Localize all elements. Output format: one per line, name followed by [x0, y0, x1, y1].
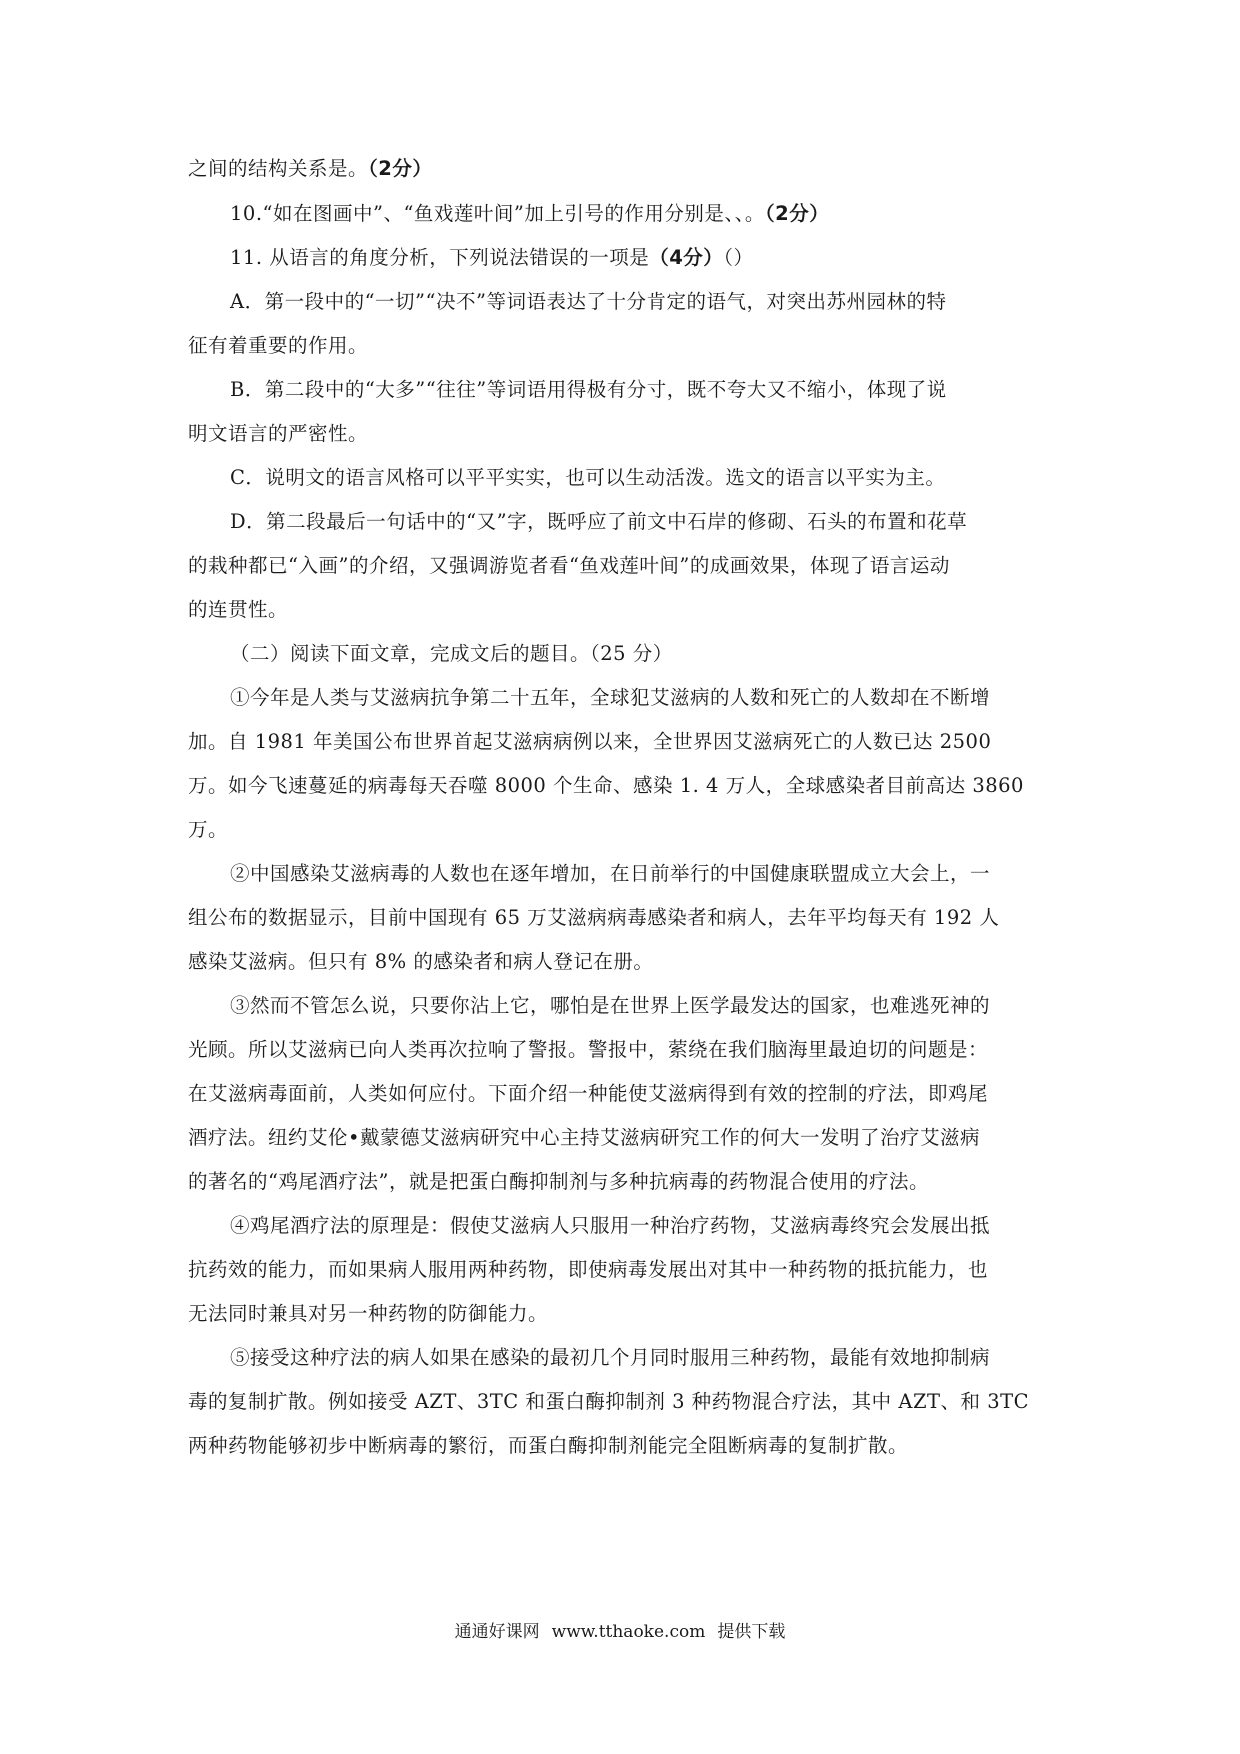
- paragraph-1-cont: 万。如今飞速蔓延的病毒每天吞噬 8000 个生命、感染 1. 4 万人，全球感染者目前高达 3860: [188, 774, 1024, 797]
- paragraph-1: ①今年是人类与艾滋病抗争第二十五年，全球犯艾滋病的人数和死亡的人数却在不断增: [230, 686, 991, 709]
- question-11: 11. 从语言的角度分析，下列说法错误的一项是（4分）（）: [230, 246, 754, 269]
- paragraph-2: ②中国感染艾滋病毒的人数也在逐年增加，在日前举行的中国健康联盟成立大会上，一: [230, 862, 991, 885]
- footer-url[interactable]: www.tthaoke.com: [551, 1622, 706, 1642]
- option-d-cont: 的连贯性。: [188, 598, 289, 621]
- paragraph-1-cont: 加。自 1981 年美国公布世界首起艾滋病病例以来，全世界因艾滋病死亡的人数已达 2500: [188, 730, 992, 753]
- paragraph-1-cont: 万。: [188, 818, 229, 841]
- option-b-cont: 明文语言的严密性。: [188, 422, 369, 445]
- question-10: 10.“如在图画中”、“鱼戏莲叶间”加上引号的作用分别是、、。（2分）: [230, 202, 830, 225]
- paragraph-2-cont: 组公布的数据显示，目前中国现有 65 万艾滋病病毒感染者和病人，去年平均每天有 192 人: [188, 906, 1000, 929]
- page-footer: [0, 1620, 1240, 1644]
- paragraph-5-cont: 毒的复制扩散。例如接受 AZT、3TC 和蛋白酶抑制剂 3 种药物混合疗法，其中 AZT、和 3TC: [188, 1390, 1030, 1413]
- paragraph-3-cont: 光顾。所以艾滋病已向人类再次拉响了警报。警报中，萦绕在我们脑海里最迫切的问题是：: [188, 1038, 989, 1061]
- paragraph-3-cont: 酒疗法。纽约艾伦•戴蒙德艾滋病研究中心主持艾滋病研究工作的何大一发明了治疗艾滋病: [188, 1126, 981, 1149]
- paragraph-4-cont: 无法同时兼具对另一种药物的防御能力。: [188, 1302, 549, 1325]
- text-line-1: 之间的结构关系是。（2分）: [188, 157, 433, 180]
- option-a-cont: 征有着重要的作用。: [188, 334, 369, 357]
- paragraph-4-cont: 抗药效的能力，而如果病人服用两种药物，即使病毒发展出对其中一种药物的抵抗能力，也: [188, 1258, 989, 1281]
- paragraph-3-cont: 在艾滋病毒面前，人类如何应付。下面介绍一种能使艾滋病得到有效的控制的疗法，即鸡尾: [188, 1082, 989, 1105]
- option-a: A．第一段中的“一切”“决不”等词语表达了十分肯定的语气，对突出苏州园林的特: [230, 290, 947, 313]
- paragraph-4: ④鸡尾酒疗法的原理是：假使艾滋病人只服用一种治疗药物，艾滋病毒终究会发展出抵: [230, 1214, 991, 1237]
- paragraph-3: ③然而不管怎么说，只要你沾上它，哪怕是在世界上医学最发达的国家，也难逃死神的: [230, 994, 991, 1017]
- paragraph-5-cont: 两种药物能够初步中断病毒的繁衍，而蛋白酶抑制剂能完全阻断病毒的复制扩散。: [188, 1434, 909, 1457]
- footer-site-name: 通通好课网: [454, 1622, 540, 1642]
- option-c: C．说明文的语言风格可以平平实实，也可以生动活泼。选文的语言以平实为主。: [230, 466, 946, 489]
- paragraph-2-cont: 感染艾滋病。但只有 8% 的感染者和病人登记在册。: [188, 950, 654, 973]
- option-d: D．第二段最后一句话中的“又”字，既呼应了前文中石岸的修砌、石头的布置和花草: [230, 510, 968, 533]
- option-b: B．第二段中的“大多”“往往”等词语用得极有分寸，既不夸大又不缩小，体现了说: [230, 378, 947, 401]
- option-d-cont: 的栽种都已“入画”的介绍，又强调游览者看“鱼戏莲叶间”的成画效果，体现了语言运动: [188, 554, 950, 577]
- footer-suffix: 提供下载: [717, 1622, 786, 1642]
- paragraph-3-cont: 的著名的“鸡尾酒疗法”，就是把蛋白酶抑制剂与多种抗病毒的药物混合使用的疗法。: [188, 1170, 929, 1193]
- section-heading: （二）阅读下面文章，完成文后的题目。（25 分）: [230, 642, 673, 665]
- paragraph-5: ⑤接受这种疗法的病人如果在感染的最初几个月同时服用三种药物，最能有效地抑制病: [230, 1346, 991, 1369]
